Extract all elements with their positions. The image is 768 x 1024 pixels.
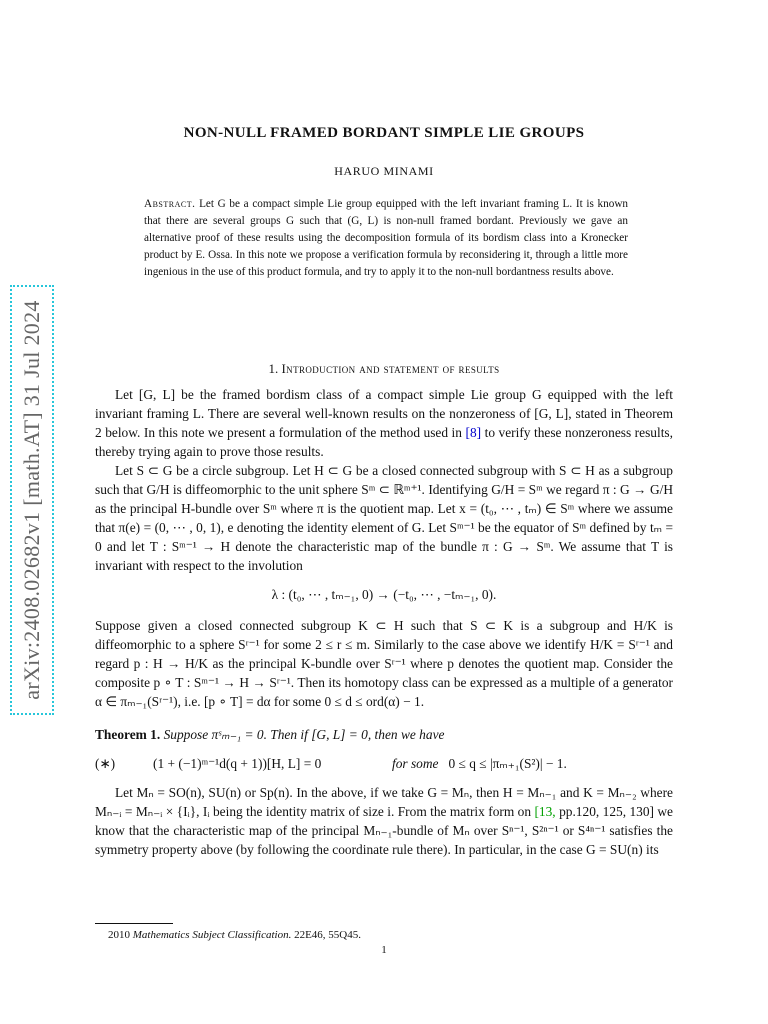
section-number: 1. — [268, 361, 279, 376]
paragraph-subgroup: Suppose given a closed connected subgroup K ⊂ H such that S ⊂ K is a subgroup and H/K is diffeomorphic to a sphere Sʳ⁻¹ for some 2 ≤ r ≤ m. Similarly to the case above we identify H/K = Sʳ⁻¹ and regard p : H → H/K as the principal K-bundle over Sʳ⁻¹ where p denotes the quotient map. Consider the composite p ∘ T : Sᵐ⁻¹ → H → Sʳ⁻¹. Then its homotopy class can be expressed as a multiple of a generator α ∈ πₘ₋₁(Sʳ⁻¹), i.e. [p ∘ T] = dα for some 0 ≤ d ≤ ord(α) − 1. — [95, 618, 673, 709]
paper-author: HARUO MINAMI — [334, 164, 434, 178]
theorem-statement: Suppose πˢₘ₋₁ = 0. Then if [G, L] = 0, then we have — [163, 727, 445, 742]
section-heading — [0, 361, 768, 377]
footnote-label: Mathematics Subject Classification. — [132, 929, 292, 941]
paragraph-intro-text: Let [G, L] be the framed bordism class of a compact simple Lie group G equipped with the left invariant framing L. There are several well-known results on the nonzeroness of [G, L], stated in Theorem 2 below. In this note we present a formulation of the method used in — [95, 387, 673, 440]
equation-condition: for some — [392, 756, 439, 771]
paragraph-classical-groups — [95, 783, 673, 859]
equation-involution: λ : (t₀, ⋯ , tₘ₋₁, 0) → (−t₀, ⋯ , −tₘ₋₁, 0). — [271, 587, 497, 602]
section-title-text: Introduction and statement of results — [281, 361, 500, 376]
page-number: 1 — [381, 944, 387, 956]
paragraph-intro-end: to verify these nonzeroness results, thereby trying again to prove those results. — [95, 425, 673, 459]
footnote-rule — [95, 923, 173, 924]
citation-link[interactable]: [8] — [465, 425, 482, 440]
footnote-msc — [95, 929, 686, 941]
equation-label: (∗) — [95, 756, 116, 771]
footnote-year: 2010 — [108, 929, 130, 941]
arxiv-identifier-stamp[interactable] — [10, 285, 54, 715]
citation-link-13[interactable]: [13, — [534, 804, 556, 819]
abstract-label: Abstract. — [144, 198, 196, 210]
theorem-heading: Theorem 1. — [95, 727, 161, 742]
equation-range: 0 ≤ q ≤ |πₘ₊₁(S²)| − 1. — [448, 756, 567, 771]
theorem-1 — [95, 725, 673, 744]
footnote-codes: 22E46, 55Q45. — [294, 929, 361, 941]
paper-title: NON-NULL FRAMED BORDANT SIMPLE LIE GROUPS — [183, 125, 585, 141]
abstract — [144, 196, 628, 281]
abstract-text: Let G be a compact simple Lie group equipped with the left invariant framing L. It is known that there are several groups G such that (G, L) is non-null framed bordant. Previously we gave an alternative proof of these results using the decomposition formula of its bordism class into a Kronecker product by E. Ossa. In this note we propose a verification formula by reconsidering it, through a little more ingenious in the use of this product formula, and try to apply it to the non-null bordantness results above. — [144, 198, 628, 278]
paragraph-setup: Let S ⊂ G be a circle subgroup. Let H ⊂ G be a closed connected subgroup with S ⊂ H as a subgroup such that G/H is diffeomorphic to the unit sphere Sᵐ ⊂ ℝᵐ⁺¹. Identifying G/H = Sᵐ we regard π : G → G/H as the principal H-bundle over Sᵐ where π is the quotient map. Let x = (t₀, ⋯ , tₘ) ∈ Sᵐ where we assume that π(e) = (0, ⋯ , 0, 1), e denoting the identity element of G. Let Sᵐ⁻¹ be the equator of Sᵐ defined by tₘ = 0 and let T : Sᵐ⁻¹ → H denote the characteristic map of the bundle π : G → Sᵐ. We assume that T is invariant with respect to the involution — [95, 463, 673, 573]
paragraph-classical-end: pp.120, 125, 130] we know that the characteristic map of the principal Mₙ₋₁-bundle of Mₙ over Sⁿ⁻¹, S²ⁿ⁻¹ or S⁴ⁿ⁻¹ satisfies the symmetry property above (by following the coordinate rule there). In particular, in the case G = SU(n) its — [95, 804, 674, 857]
arxiv-id-text: arXiv:2408.02682v1 [math.AT] 31 Jul 2024 — [19, 300, 44, 700]
equation-star — [95, 754, 673, 773]
equation-main: (1 + (−1)ᵐ⁻¹d(q + 1))[H, L] = 0 — [153, 756, 322, 771]
paragraph-intro — [95, 385, 673, 461]
paragraph-classical-start: Let Mₙ = SO(n), SU(n) or Sp(n). In the above, if we take G = Mₙ, then H = Mₙ₋₁ and K = Mₙ₋₂ where Mₙ₋ᵢ = Mₙ₋ᵢ × {Iᵢ}, Iᵢ being the identity matrix of size i. From the matrix form on — [95, 785, 673, 819]
main-text — [95, 385, 673, 859]
